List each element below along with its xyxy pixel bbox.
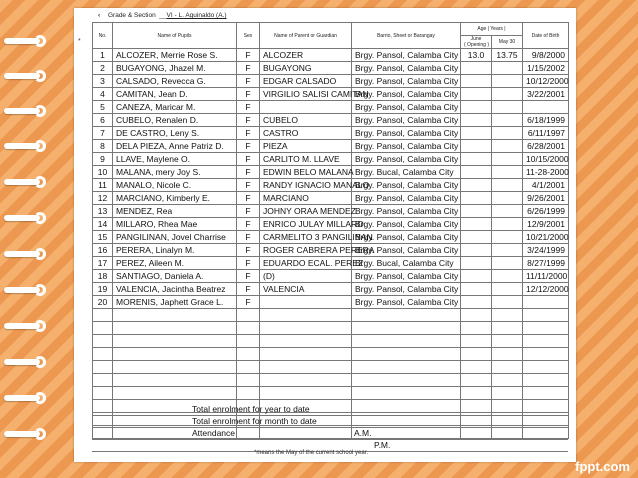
- cell-name: MORENIS, Japhett Grace L.: [113, 296, 237, 309]
- cell-parent: EDWIN BELO MALANA: [260, 166, 352, 179]
- grade-section-label: Grade & Section: [107, 12, 156, 19]
- cell-name: [113, 374, 237, 387]
- cell-june: [461, 244, 492, 257]
- table-row-blank: [93, 348, 569, 361]
- grade-section-header: ‹ Grade & Section __VI - L. Aguinaldo (A.): [98, 12, 227, 19]
- cell-barrio: Brgy. Pansol, Calamba City: [352, 270, 461, 283]
- cell-no: 17: [93, 257, 113, 270]
- cell-barrio: Brgy. Pansol, Calamba City: [352, 192, 461, 205]
- table-row-blank: [93, 387, 569, 400]
- cell-parent: [260, 101, 352, 114]
- cell-may: [492, 179, 523, 192]
- cell-no: 13: [93, 205, 113, 218]
- cell-may: 13.75: [492, 49, 523, 62]
- cell-barrio: Brgy. Pansol, Calamba City: [352, 153, 461, 166]
- cell-birth: [523, 309, 569, 322]
- cell-no: [93, 309, 113, 322]
- cell-sex: [237, 361, 260, 374]
- cell-parent: (D): [260, 270, 352, 283]
- table-row: [93, 49, 569, 62]
- cell-parent: CASTRO: [260, 127, 352, 140]
- cell-sex: [237, 348, 260, 361]
- cell-june: [461, 140, 492, 153]
- cell-birth: 9/8/2000: [523, 49, 569, 62]
- cell-may: [492, 348, 523, 361]
- cell-june: [461, 166, 492, 179]
- cell-no: 8: [93, 140, 113, 153]
- table-row: [93, 62, 569, 75]
- cell-barrio: Brgy. Pansol, Calamba City: [352, 244, 461, 257]
- table-row: [93, 88, 569, 101]
- cell-parent: VIRGILIO SALISI CAMITAN: [260, 88, 352, 101]
- cell-barrio: Brgy. Pansol, Calamba City: [352, 101, 461, 114]
- cell-june: [461, 296, 492, 309]
- table-row: [93, 179, 569, 192]
- cell-may: [492, 205, 523, 218]
- table-row-blank: [93, 335, 569, 348]
- cell-may: [492, 270, 523, 283]
- cell-parent: [260, 361, 352, 374]
- cell-barrio: Brgy. Pansol, Calamba City: [352, 62, 461, 75]
- cell-no: 3: [93, 75, 113, 88]
- cell-parent: ROGER CABRERA PERERA: [260, 244, 352, 257]
- cell-name: CALSADO, Revecca G.: [113, 75, 237, 88]
- attendance-am-row: [92, 428, 568, 440]
- footnote: *means the May of the current school year.: [254, 450, 369, 456]
- binder-ring-icon: [4, 284, 56, 296]
- roster-sheet: [74, 8, 576, 462]
- cell-sex: F: [237, 283, 260, 296]
- table-row: [93, 192, 569, 205]
- cell-barrio: [352, 322, 461, 335]
- col-header-june: June ( Opening ): [461, 36, 492, 49]
- margin-mark: *: [78, 38, 81, 45]
- cell-birth: 6/11/1997: [523, 127, 569, 140]
- enrolment-footer: [92, 404, 568, 452]
- cell-birth: 9/26/2001: [523, 192, 569, 205]
- cell-barrio: Brgy. Pansol, Calamba City: [352, 231, 461, 244]
- cell-sex: F: [237, 101, 260, 114]
- pm-label: P.M.: [374, 440, 391, 450]
- cell-sex: F: [237, 166, 260, 179]
- cell-birth: [523, 335, 569, 348]
- cell-sex: [237, 335, 260, 348]
- binder-ring-icon: [4, 105, 56, 117]
- cell-sex: [237, 322, 260, 335]
- cell-name: LLAVE, Maylene O.: [113, 153, 237, 166]
- cell-name: [113, 322, 237, 335]
- cell-may: [492, 114, 523, 127]
- cell-sex: F: [237, 231, 260, 244]
- cell-no: 18: [93, 270, 113, 283]
- cell-parent: EDGAR CALSADO: [260, 75, 352, 88]
- cell-parent: [260, 322, 352, 335]
- am-label: A.M.: [354, 428, 372, 438]
- cell-parent: BUGAYONG: [260, 62, 352, 75]
- cell-may: [492, 322, 523, 335]
- cell-parent: [260, 296, 352, 309]
- cell-birth: 10/15/2000: [523, 153, 569, 166]
- cell-birth: 6/28/2001: [523, 140, 569, 153]
- cell-name: ALCOZER, Merrie Rose S.: [113, 49, 237, 62]
- table-row: [93, 244, 569, 257]
- binder-ring-icon: [4, 248, 56, 260]
- col-header-birth: Date of Birth: [523, 23, 569, 49]
- cell-may: [492, 387, 523, 400]
- cell-barrio: Brgy. Bucal, Calamba City: [352, 166, 461, 179]
- cell-parent: MARCIANO: [260, 192, 352, 205]
- cell-name: [113, 335, 237, 348]
- cell-name: [113, 361, 237, 374]
- cell-june: [461, 322, 492, 335]
- cell-barrio: [352, 309, 461, 322]
- cell-sex: F: [237, 75, 260, 88]
- table-row: [93, 270, 569, 283]
- cell-parent: RANDY IGNACIO MANALO: [260, 179, 352, 192]
- cell-june: [461, 270, 492, 283]
- cell-birth: 3/24/1999: [523, 244, 569, 257]
- cell-birth: [523, 101, 569, 114]
- col-header-sex: Sex: [237, 23, 260, 49]
- cell-parent: CUBELO: [260, 114, 352, 127]
- cell-may: [492, 75, 523, 88]
- cell-name: MARCIANO, Kimberly E.: [113, 192, 237, 205]
- cell-sex: F: [237, 270, 260, 283]
- cell-name: BUGAYONG, Jhazel M.: [113, 62, 237, 75]
- cell-barrio: Brgy. Pansol, Calamba City: [352, 49, 461, 62]
- table-row: [93, 296, 569, 309]
- cell-may: [492, 283, 523, 296]
- roster-table: [92, 22, 569, 439]
- cell-barrio: Brgy. Pansol, Calamba City: [352, 75, 461, 88]
- binder-ring-icon: [4, 428, 56, 440]
- cell-barrio: Brgy. Pansol, Calamba City: [352, 88, 461, 101]
- cell-birth: [523, 387, 569, 400]
- cell-name: MALANA, mery Joy S.: [113, 166, 237, 179]
- table-row: [93, 166, 569, 179]
- cell-june: [461, 114, 492, 127]
- table-row: [93, 257, 569, 270]
- cell-parent: JOHNY ORAA MENDEZ: [260, 205, 352, 218]
- cell-may: [492, 244, 523, 257]
- cell-may: [492, 374, 523, 387]
- cell-barrio: [352, 387, 461, 400]
- binder-ring-icon: [4, 320, 56, 332]
- cell-name: VALENCIA, Jacintha Beatrez: [113, 283, 237, 296]
- cell-birth: 1/15/2002: [523, 62, 569, 75]
- table-header-row: [93, 23, 569, 36]
- binder-rings: [0, 0, 62, 478]
- cell-no: 16: [93, 244, 113, 257]
- cell-june: [461, 283, 492, 296]
- cell-may: [492, 153, 523, 166]
- cell-name: [113, 309, 237, 322]
- cell-barrio: Brgy. Bucal, Calamba City: [352, 257, 461, 270]
- cell-may: [492, 257, 523, 270]
- cell-no: 19: [93, 283, 113, 296]
- cell-june: [461, 348, 492, 361]
- cell-name: CANEZA, Maricar M.: [113, 101, 237, 114]
- cell-june: [461, 88, 492, 101]
- cell-june: [461, 374, 492, 387]
- cell-sex: F: [237, 192, 260, 205]
- cell-name: [113, 387, 237, 400]
- chevron-left-icon: ‹: [98, 12, 101, 19]
- cell-no: 1: [93, 49, 113, 62]
- cell-parent: ALCOZER: [260, 49, 352, 62]
- cell-no: 20: [93, 296, 113, 309]
- cell-barrio: Brgy. Pansol, Calamba City: [352, 218, 461, 231]
- cell-birth: 6/26/1999: [523, 205, 569, 218]
- total-year-label: Total enrolment for year to date: [192, 404, 310, 414]
- col-header-barrio: Barrio, Sheet or Barangay: [352, 23, 461, 49]
- cell-name: MENDEZ, Rea: [113, 205, 237, 218]
- cell-sex: F: [237, 257, 260, 270]
- table-row: [93, 153, 569, 166]
- cell-may: [492, 309, 523, 322]
- cell-birth: [523, 296, 569, 309]
- cell-may: [492, 140, 523, 153]
- cell-barrio: Brgy. Pansol, Calamba City: [352, 127, 461, 140]
- cell-parent: VALENCIA: [260, 283, 352, 296]
- cell-june: 13.0: [461, 49, 492, 62]
- cell-sex: F: [237, 205, 260, 218]
- table-row: [93, 231, 569, 244]
- cell-may: [492, 361, 523, 374]
- cell-sex: F: [237, 153, 260, 166]
- table-row: [93, 205, 569, 218]
- cell-no: [93, 387, 113, 400]
- cell-parent: ENRICO JULAY MILLARO: [260, 218, 352, 231]
- table-row: [93, 101, 569, 114]
- cell-no: [93, 374, 113, 387]
- table-row-blank: [93, 361, 569, 374]
- cell-no: 14: [93, 218, 113, 231]
- col-header-no: No.: [93, 23, 113, 49]
- cell-sex: F: [237, 49, 260, 62]
- cell-may: [492, 192, 523, 205]
- cell-no: [93, 361, 113, 374]
- cell-parent: [260, 374, 352, 387]
- cell-no: 12: [93, 192, 113, 205]
- cell-no: [93, 348, 113, 361]
- cell-name: CUBELO, Renalen D.: [113, 114, 237, 127]
- table-row: [93, 75, 569, 88]
- roster-body: [93, 49, 569, 439]
- total-month-label: Total enrolment for month to date: [192, 416, 317, 426]
- cell-barrio: [352, 374, 461, 387]
- cell-may: [492, 88, 523, 101]
- cell-june: [461, 335, 492, 348]
- cell-june: [461, 75, 492, 88]
- cell-sex: [237, 309, 260, 322]
- cell-birth: 10/12/2000: [523, 75, 569, 88]
- cell-parent: CARLITO M. LLAVE: [260, 153, 352, 166]
- cell-no: 6: [93, 114, 113, 127]
- cell-june: [461, 127, 492, 140]
- cell-barrio: [352, 335, 461, 348]
- cell-birth: 11/11/2000: [523, 270, 569, 283]
- cell-name: [113, 348, 237, 361]
- col-header-pupil: Name of Pupils: [113, 23, 237, 49]
- cell-parent: [260, 387, 352, 400]
- cell-barrio: Brgy. Pansol, Calamba City: [352, 296, 461, 309]
- table-row-blank: [93, 309, 569, 322]
- cell-parent: [260, 335, 352, 348]
- cell-sex: F: [237, 127, 260, 140]
- cell-june: [461, 218, 492, 231]
- cell-sex: F: [237, 62, 260, 75]
- binder-ring-icon: [4, 176, 56, 188]
- binder-ring-icon: [4, 140, 56, 152]
- cell-no: 10: [93, 166, 113, 179]
- table-row-blank: [93, 322, 569, 335]
- cell-sex: F: [237, 140, 260, 153]
- cell-name: PANGILINAN, Jovel Charrise: [113, 231, 237, 244]
- cell-no: 7: [93, 127, 113, 140]
- cell-birth: [523, 348, 569, 361]
- cell-june: [461, 309, 492, 322]
- cell-barrio: [352, 348, 461, 361]
- binder-ring-icon: [4, 356, 56, 368]
- cell-sex: F: [237, 114, 260, 127]
- cell-no: 11: [93, 179, 113, 192]
- cell-no: [93, 335, 113, 348]
- cell-birth: 11-28-2000: [523, 166, 569, 179]
- cell-no: 9: [93, 153, 113, 166]
- cell-name: DELA PIEZA, Anne Patriz D.: [113, 140, 237, 153]
- cell-parent: [260, 309, 352, 322]
- cell-may: [492, 335, 523, 348]
- cell-sex: [237, 387, 260, 400]
- cell-no: 15: [93, 231, 113, 244]
- cell-no: 5: [93, 101, 113, 114]
- cell-june: [461, 192, 492, 205]
- cell-sex: [237, 374, 260, 387]
- cell-barrio: Brgy. Pansol, Calamba City: [352, 205, 461, 218]
- cell-name: MILLARO, Rhea Mae: [113, 218, 237, 231]
- col-header-parent: Name of Parent or Guardian: [260, 23, 352, 49]
- binder-ring-icon: [4, 212, 56, 224]
- cell-no: 2: [93, 62, 113, 75]
- cell-june: [461, 231, 492, 244]
- cell-parent: EDUARDO ECAL. PEREZ: [260, 257, 352, 270]
- cell-june: [461, 179, 492, 192]
- cell-no: 4: [93, 88, 113, 101]
- cell-birth: [523, 361, 569, 374]
- col-header-may: May 30: [492, 36, 523, 49]
- table-row-blank: [93, 374, 569, 387]
- cell-june: [461, 257, 492, 270]
- cell-may: [492, 127, 523, 140]
- cell-may: [492, 101, 523, 114]
- cell-birth: 4/1/2001: [523, 179, 569, 192]
- cell-sex: F: [237, 296, 260, 309]
- binder-ring-icon: [4, 35, 56, 47]
- cell-name: MANALO, Nicole C.: [113, 179, 237, 192]
- cell-sex: F: [237, 218, 260, 231]
- cell-name: CAMITAN, Jean D.: [113, 88, 237, 101]
- cell-may: [492, 296, 523, 309]
- cell-parent: PIEZA: [260, 140, 352, 153]
- cell-sex: F: [237, 88, 260, 101]
- cell-name: SANTIAGO, Daniela A.: [113, 270, 237, 283]
- total-month-row: [92, 416, 568, 428]
- cell-sex: F: [237, 244, 260, 257]
- cell-may: [492, 231, 523, 244]
- cell-sex: F: [237, 179, 260, 192]
- cell-barrio: [352, 361, 461, 374]
- cell-barrio: Brgy. Pansol, Calamba City: [352, 140, 461, 153]
- cell-may: [492, 166, 523, 179]
- cell-june: [461, 101, 492, 114]
- cell-may: [492, 62, 523, 75]
- total-year-row: [92, 404, 568, 416]
- cell-name: PEREZ, Aileen M.: [113, 257, 237, 270]
- cell-birth: [523, 322, 569, 335]
- brand-watermark: fppt.com: [575, 459, 630, 474]
- table-row: [93, 127, 569, 140]
- cell-barrio: Brgy. Pansol, Calamba City: [352, 179, 461, 192]
- cell-june: [461, 361, 492, 374]
- cell-birth: 8/27/1999: [523, 257, 569, 270]
- attendance-label: Attendance: [192, 428, 236, 438]
- table-row: [93, 283, 569, 296]
- cell-birth: 12/12/2000: [523, 283, 569, 296]
- cell-name: PERERA, Linalyn M.: [113, 244, 237, 257]
- binder-ring-icon: [4, 70, 56, 82]
- cell-june: [461, 205, 492, 218]
- table-row: [93, 114, 569, 127]
- cell-barrio: Brgy. Pansol, Calamba City: [352, 283, 461, 296]
- cell-june: [461, 62, 492, 75]
- cell-no: [93, 322, 113, 335]
- cell-birth: 3/22/2001: [523, 88, 569, 101]
- grade-section-value: VI - L. Aguinaldo (A.): [166, 12, 227, 19]
- col-header-age: Age | Years |: [461, 23, 523, 36]
- cell-birth: 12/9/2001: [523, 218, 569, 231]
- cell-june: [461, 387, 492, 400]
- cell-name: DE CASTRO, Leny S.: [113, 127, 237, 140]
- cell-parent: [260, 348, 352, 361]
- cell-parent: CARMELITO 3 PANGILINAN: [260, 231, 352, 244]
- cell-june: [461, 153, 492, 166]
- table-row: [93, 140, 569, 153]
- cell-birth: 6/18/1999: [523, 114, 569, 127]
- cell-may: [492, 218, 523, 231]
- binder-ring-icon: [4, 392, 56, 404]
- table-row: [93, 218, 569, 231]
- cell-birth: 10/21/2000: [523, 231, 569, 244]
- cell-birth: [523, 374, 569, 387]
- cell-barrio: Brgy. Pansol, Calamba City: [352, 114, 461, 127]
